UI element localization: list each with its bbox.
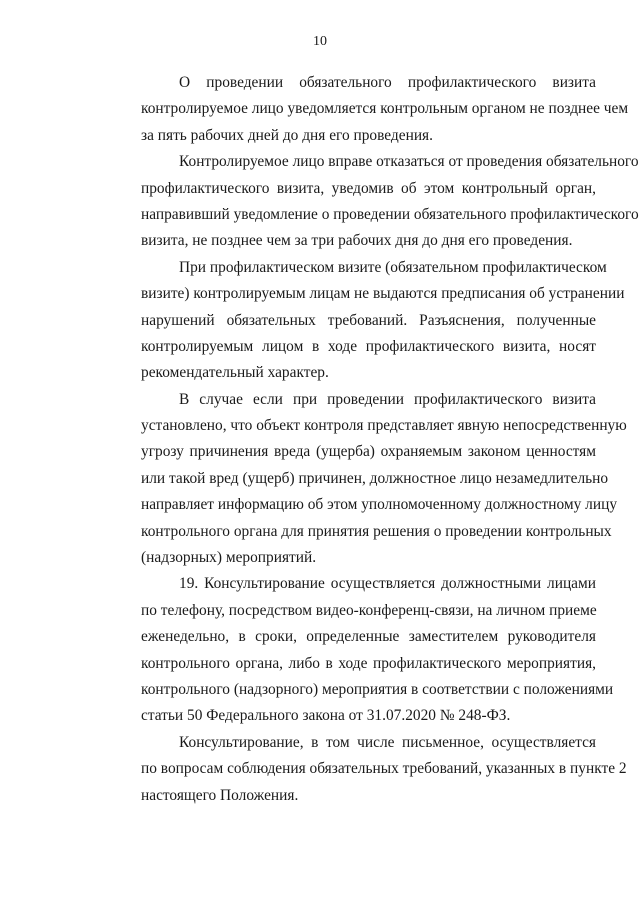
text-line: по телефону, посредством видео-конференц-связи, на личном приеме [141, 601, 597, 619]
text-line: визита, не позднее чем за три рабочих дня до дня его проведения. [141, 232, 573, 250]
document-body [103, 70, 639, 809]
paragraph [103, 730, 627, 809]
text-line: или такой вред (ущерб) причинен, должностное лицо незамедлительно [141, 469, 609, 487]
text-line: настоящего Положения. [141, 786, 299, 804]
text-line: В случае если при проведении профилактического визита [179, 390, 596, 408]
paragraph [103, 70, 629, 149]
paragraph [103, 255, 625, 387]
text-line: визите) контролируемым лицам не выдаются предписания об устранении [141, 285, 625, 303]
paragraph [103, 149, 639, 255]
text-line: 19. Консультирование осуществляется должностными лицами [179, 575, 596, 593]
text-line: угрозу причинения вреда (ущерба) охраняемым законом ценностям [141, 443, 596, 461]
text-line: Контролируемое лицо вправе отказаться от проведения обязательного [179, 153, 639, 171]
text-line: за пять рабочих дней до дня его проведения. [141, 126, 433, 144]
page-number: 10 [313, 34, 327, 49]
text-line: Консультирование, в том числе письменное, осуществляется [179, 733, 596, 751]
text-line: направляет информацию об этом уполномоченному должностному лицу [141, 496, 618, 514]
text-line: еженедельно, в сроки, определенные заместителем руководителя [141, 628, 596, 646]
paragraph [103, 571, 614, 729]
paragraph [103, 387, 627, 572]
text-line: рекомендательный характер. [141, 364, 329, 382]
text-line: по вопросам соблюдения обязательных требований, указанных в пункте 2 [141, 760, 627, 778]
text-line: При профилактическом визите (обязательном профилактическом [179, 258, 607, 276]
text-line: контрольного (надзорного) мероприятия в соответствии с положениями [141, 680, 614, 698]
text-line: контролируемое лицо уведомляется контрольным органом не позднее чем [141, 100, 629, 118]
text-line: статьи 50 Федерального закона от 31.07.2020 № 248-ФЗ. [141, 707, 511, 725]
text-line: профилактического визита, уведомив об этом контрольный орган, [141, 179, 596, 197]
text-line: О проведении обязательного профилактического визита [179, 74, 596, 91]
text-line: контрольного органа, либо в ходе профилактического мероприятия, [141, 654, 596, 672]
text-line: контрольного органа для принятия решения о проведении контрольных [141, 522, 612, 540]
text-line: (надзорных) мероприятий. [141, 549, 317, 567]
text-line: установлено, что объект контроля представляет явную непосредственную [141, 417, 627, 435]
text-line: направивший уведомление о проведении обязательного профилактического [141, 205, 639, 223]
text-line: контролируемым лицом в ходе профилактического визита, носят [141, 337, 596, 355]
text-line: нарушений обязательных требований. Разъяснения, полученные [141, 311, 596, 329]
